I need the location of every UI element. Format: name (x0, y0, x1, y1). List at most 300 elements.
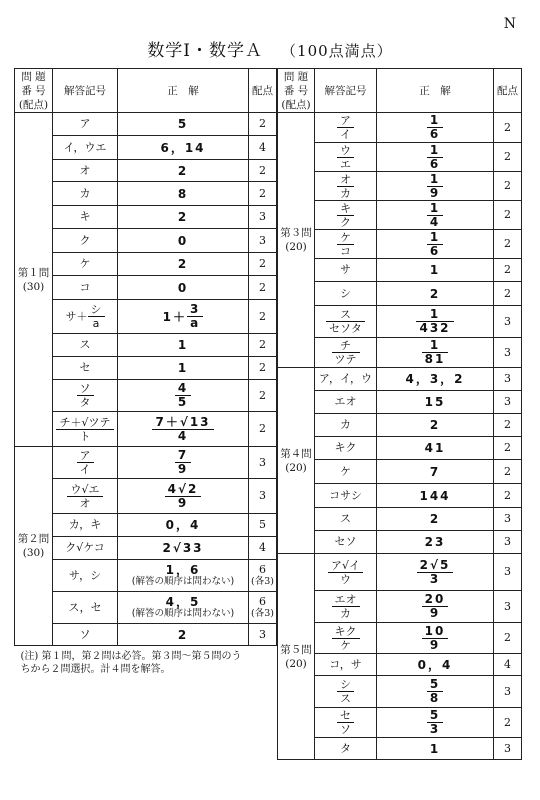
points-value: 2 (504, 464, 511, 478)
correct-answer-fraction (175, 382, 191, 409)
correct-answer-text: 2 (429, 512, 441, 526)
points-value: 5 (259, 518, 266, 531)
correct-answer-cell (377, 708, 494, 738)
points-cell (494, 554, 522, 591)
points-cell (494, 508, 522, 531)
points-cell (249, 412, 277, 447)
answer-symbol-fraction (337, 231, 354, 258)
correct-answer-text: 2 (177, 210, 189, 224)
answer-symbol-fraction-denominator: エ (340, 157, 351, 171)
answer-symbol-fraction (337, 202, 354, 229)
answer-symbol-cell (315, 654, 377, 676)
points-cell (494, 437, 522, 460)
table-row (15, 447, 277, 479)
answer-symbol-fraction (88, 303, 105, 330)
correct-answer-cell (118, 514, 249, 537)
points-value: 2 (259, 361, 266, 374)
points-value: 2 (504, 237, 511, 250)
table-row (278, 259, 522, 282)
answer-symbol-cell (53, 357, 118, 380)
header-question-line3: (配点) (281, 98, 311, 111)
points-cell (249, 113, 277, 136)
points-value: 2 (504, 631, 511, 644)
answer-symbol-cell (53, 206, 118, 229)
correct-answer-fraction (165, 483, 202, 510)
table-row (278, 531, 522, 554)
answer-symbol-cell (315, 460, 377, 484)
correct-answer-text: 0，4 (417, 657, 453, 672)
points-cell (249, 160, 277, 182)
correct-answer-cell (118, 537, 249, 560)
answer-symbol-cell (315, 437, 377, 460)
correct-answer-cell (118, 560, 249, 592)
points-cell (249, 182, 277, 206)
answer-symbol-cell (53, 276, 118, 300)
answer-symbol-cell (315, 282, 377, 306)
correct-answer-fraction (422, 593, 449, 620)
answer-symbol-text: コ (79, 280, 91, 294)
points-value: 2 (259, 309, 266, 323)
points-cell (249, 380, 277, 412)
points-cell (249, 560, 277, 592)
correct-answer-text: 0 (177, 233, 189, 248)
answer-symbol-cell (53, 514, 118, 537)
correct-answer-fraction-denominator: 3 (429, 722, 441, 736)
answer-symbol-fraction-numerator: ア√イ (328, 559, 363, 573)
correct-answer-fraction-numerator: 10 (422, 625, 449, 639)
answer-symbol-text: ケ (79, 257, 91, 270)
correct-answer-fraction-denominator: 4 (429, 214, 441, 229)
points-cell (494, 654, 522, 676)
correct-answer-cell (118, 229, 249, 253)
answer-symbol-fraction-numerator: ウ (337, 144, 354, 158)
correct-answer-cell (377, 201, 494, 230)
correct-answer-cell (118, 113, 249, 136)
table-row (278, 460, 522, 484)
title-text: 数学Ⅰ・数学Ａ (147, 41, 264, 61)
answer-symbol-cell (53, 537, 118, 560)
points-cell (494, 531, 522, 554)
correct-answer-fraction-denominator: a (190, 316, 201, 330)
answer-symbol-fraction-numerator: ア (77, 449, 94, 463)
table-row (15, 206, 277, 229)
table-row (15, 253, 277, 276)
correct-answer-cell (377, 259, 494, 282)
correct-answer-cell (377, 113, 494, 143)
answer-symbol-text: キク (334, 441, 357, 454)
answer-symbol-text: ク (79, 233, 91, 247)
correct-answer-fraction-denominator: 9 (177, 462, 189, 476)
header-points: 配点 (249, 69, 277, 113)
answer-symbol-fraction (337, 678, 354, 705)
table-row (15, 229, 277, 253)
correct-answer-cell (377, 591, 494, 623)
correct-answer-cell (118, 206, 249, 229)
points-value: 3 (504, 684, 511, 698)
correct-answer-cell (377, 437, 494, 460)
answer-symbol-text: サ (340, 263, 351, 276)
points-value: 4 (259, 541, 266, 554)
table-row (278, 391, 522, 414)
correct-answer-cell (377, 172, 494, 201)
answer-symbol-cell (315, 230, 377, 259)
table-row (278, 414, 522, 437)
points-value: 3 (259, 455, 266, 469)
correct-answer-fraction-denominator: 9 (429, 185, 441, 200)
points-value: 3 (504, 512, 511, 525)
points-value: 6 (259, 594, 266, 608)
table-row (15, 380, 277, 412)
table-row (15, 560, 277, 592)
points-cell (494, 306, 522, 338)
answer-symbol-fraction-numerator: キク (332, 625, 360, 639)
correct-answer-fraction-numerator: 7＋√13 (152, 416, 213, 430)
correct-answer-fraction-numerator: 1 (427, 114, 443, 128)
correct-answer-text: 2 (177, 627, 189, 642)
answer-symbol-fraction-numerator: セ (337, 709, 354, 723)
answer-symbol-text: ス (79, 338, 91, 351)
points-cell (494, 282, 522, 306)
points-cell (494, 414, 522, 437)
correct-answer-cell (377, 414, 494, 437)
answer-symbol-fraction (332, 339, 360, 366)
answer-symbol-cell (315, 591, 377, 623)
correct-answer-text: 4，3，2 (405, 372, 465, 386)
answer-symbol-cell (315, 554, 377, 591)
answer-symbol-cell (53, 560, 118, 592)
answer-symbol-cell (315, 738, 377, 760)
answer-symbol-fraction-numerator: シ (337, 678, 354, 692)
answer-table-left (14, 68, 277, 680)
header-correct-answer: 正 解 (377, 69, 494, 113)
answer-symbol-fraction (337, 114, 354, 141)
question-name: 第１問 (17, 266, 50, 279)
answer-symbol-text: オ (79, 163, 91, 177)
answer-symbol-cell (53, 160, 118, 182)
header-question-number (278, 69, 315, 113)
answer-symbol-cell (315, 113, 377, 143)
table-row (278, 484, 522, 508)
question-score: (30) (22, 547, 45, 559)
correct-answer-cell (118, 357, 249, 380)
points-value: 3 (504, 345, 511, 359)
note-row (15, 646, 277, 681)
header-row (278, 69, 522, 113)
answer-symbol-fraction (332, 593, 360, 620)
table-row (15, 182, 277, 206)
page-title (0, 36, 540, 61)
points-cell (494, 738, 522, 760)
points-note: (各3) (251, 575, 274, 587)
answer-symbol-fraction-numerator: シ (88, 303, 105, 317)
correct-answer-fraction (175, 449, 191, 476)
points-cell (494, 259, 522, 282)
answer-symbol-fraction-denominator: ク (340, 215, 351, 229)
points-value: 4 (504, 657, 511, 671)
answer-symbol-cell (315, 306, 377, 338)
correct-answer-text: 2 (429, 286, 441, 301)
points-cell (249, 479, 277, 514)
table-row (278, 306, 522, 338)
points-value: 2 (259, 163, 266, 177)
points-value: 2 (504, 715, 511, 729)
answer-symbol-cell (53, 380, 118, 412)
points-value: 2 (259, 186, 266, 200)
answer-symbol-cell (315, 368, 377, 391)
answer-symbol-text: エオ (334, 395, 357, 408)
correct-answer-fraction (427, 114, 443, 141)
header-row (15, 69, 277, 113)
correct-answer-fraction (187, 303, 203, 330)
answer-symbol-fraction-denominator: a (92, 317, 100, 330)
table-row (278, 554, 522, 591)
points-cell (494, 201, 522, 230)
answer-symbol-cell (315, 391, 377, 414)
answer-symbol-fraction-denominator: タ (79, 396, 91, 409)
answer-symbol-cell (53, 113, 118, 136)
answer-symbol-cell (315, 201, 377, 230)
answer-symbol-fraction-denominator: イ (340, 128, 351, 141)
correct-answer-cell (118, 300, 249, 334)
answer-symbol-fraction-denominator: コ (340, 244, 351, 258)
points-value: 3 (259, 210, 266, 223)
correct-answer-cell (118, 624, 249, 646)
answer-symbol-fraction-numerator: オ (337, 173, 354, 187)
answer-symbol-text: キ (79, 210, 91, 223)
note-line-1: (注) 第１問，第２問は必答。第３問～第５問のう (20, 651, 242, 662)
correct-answer-cell (377, 676, 494, 708)
points-value: 2 (504, 418, 511, 431)
correct-answer-fraction-numerator: 5 (427, 678, 443, 692)
answer-symbol-cell (315, 143, 377, 172)
answer-symbol-fraction (56, 416, 113, 443)
correct-answer-fraction-numerator: 2√5 (417, 559, 454, 573)
answer-symbol-cell (315, 508, 377, 531)
header-question-line2: 番 号 (21, 84, 46, 97)
answer-symbol-fraction-denominator: ツテ (334, 353, 357, 366)
answer-symbol-fraction (337, 173, 354, 200)
correct-answer-fraction-numerator: 5 (427, 709, 443, 723)
answer-symbol-cell (315, 338, 377, 368)
answer-symbol-text: セソ (334, 535, 357, 548)
question-label (15, 113, 53, 447)
correct-answer-cell (377, 531, 494, 554)
points-value: 3 (504, 535, 511, 548)
correct-answer-text: 2 (429, 418, 441, 432)
table-row (15, 357, 277, 380)
correct-answer-fraction-denominator: 6 (429, 243, 441, 258)
answer-note: (解答の順序は問わない) (131, 575, 235, 587)
points-cell (249, 592, 277, 624)
answer-symbol-cell (315, 676, 377, 708)
question-label (15, 447, 53, 646)
table-row (278, 654, 522, 676)
table-row (278, 230, 522, 259)
correct-answer-cell (118, 136, 249, 160)
points-value: 6 (259, 562, 266, 576)
correct-answer-fraction (427, 173, 443, 200)
correct-answer-cell (377, 306, 494, 338)
points-value: 3 (504, 314, 511, 328)
correct-answer-text: 1，6 (165, 562, 201, 577)
points-value: 3 (259, 233, 266, 247)
points-value: 3 (504, 599, 511, 613)
header-question-line2: 番 号 (283, 84, 309, 97)
answer-symbol-fraction-denominator: カ (340, 607, 351, 620)
correct-answer-text: 1 (429, 741, 441, 756)
table-row (15, 276, 277, 300)
answer-symbol-fraction (328, 559, 363, 586)
answer-symbol-text: タ (340, 741, 351, 755)
correct-answer-cell (118, 334, 249, 357)
header-question-line1: 問 題 (283, 70, 309, 83)
points-cell (249, 334, 277, 357)
points-value: 2 (259, 422, 266, 435)
answer-symbol-fraction-numerator: チ (332, 339, 360, 353)
table-row (278, 708, 522, 738)
table-row (15, 624, 277, 646)
points-value: 2 (504, 286, 511, 300)
answer-symbol-text: ス，セ (68, 600, 102, 614)
correct-answer-fraction (427, 202, 443, 229)
answer-symbol-cell (53, 592, 118, 624)
points-value: 2 (259, 388, 266, 402)
points-value: 2 (504, 150, 511, 163)
correct-answer-fraction-denominator: 8 (429, 691, 441, 705)
correct-answer-fraction (416, 308, 453, 335)
points-cell (249, 206, 277, 229)
correct-answer-cell (377, 368, 494, 391)
correct-answer-fraction (427, 678, 443, 705)
correct-answer-cell (118, 253, 249, 276)
correct-answer-text: 41 (424, 441, 446, 455)
points-value: 2 (504, 179, 511, 192)
correct-answer-text: 0 (177, 280, 189, 295)
answer-symbol-fraction-denominator: カ (340, 186, 351, 200)
answer-symbol-fraction (332, 625, 360, 652)
correct-answer-fraction-denominator: 6 (429, 127, 441, 141)
points-cell (249, 229, 277, 253)
answer-symbol-fraction (67, 483, 102, 510)
answer-symbol-cell (315, 708, 377, 738)
table-row (15, 300, 277, 334)
correct-answer-text: 23 (424, 535, 446, 549)
correct-answer-fraction-numerator: 1 (427, 231, 443, 245)
answer-symbol-fraction-numerator: ア (337, 114, 354, 128)
correct-answer-cell (377, 230, 494, 259)
answer-symbol-cell (53, 447, 118, 479)
answer-symbol-text: コ，サ (329, 657, 362, 671)
correct-answer-cell (118, 380, 249, 412)
answer-symbol-fraction-numerator: ス (326, 308, 365, 322)
correct-answer-text: 1 (177, 361, 189, 375)
question-label (278, 113, 315, 368)
points-cell (494, 708, 522, 738)
answer-symbol-text: シ (340, 286, 351, 300)
answer-symbol-fraction (326, 308, 365, 335)
answer-symbol-cell (53, 624, 118, 646)
answer-symbol-fraction (77, 382, 94, 409)
table-row (278, 591, 522, 623)
correct-answer-fraction-numerator: 4√2 (165, 483, 202, 497)
table-row (278, 172, 522, 201)
correct-answer-text: 15 (424, 395, 446, 409)
question-name: 第５問 (280, 643, 312, 656)
answer-symbol-text: ソ (79, 627, 91, 641)
answer-note: (解答の順序は問わない) (131, 607, 235, 619)
answer-symbol-fraction-denominator: ト (79, 429, 91, 443)
header-question-number (15, 69, 53, 113)
points-cell (249, 253, 277, 276)
answer-symbol-fraction (337, 144, 354, 171)
answer-symbol-text: カ，キ (68, 518, 102, 531)
header-question-line3: (配点) (18, 98, 49, 111)
points-value: 2 (504, 208, 511, 221)
points-cell (494, 484, 522, 508)
table-row (15, 592, 277, 624)
answer-symbol-text: ア，イ，ウ (318, 372, 373, 385)
header-points: 配点 (494, 69, 522, 113)
correct-answer-text: 8 (177, 186, 189, 201)
correct-answer-fraction-numerator: 1 (427, 173, 443, 187)
table-row (278, 676, 522, 708)
correct-answer-cell (377, 623, 494, 654)
table-row (15, 479, 277, 514)
correct-answer-fraction-numerator: 7 (175, 449, 191, 463)
points-value: 2 (259, 280, 266, 294)
correct-answer-fraction (152, 416, 213, 443)
question-label (278, 554, 315, 760)
correct-answer-cell (377, 654, 494, 676)
answer-symbol-cell (53, 300, 118, 334)
points-cell (249, 624, 277, 646)
question-name: 第２問 (17, 533, 50, 545)
correct-answer-text: 4，5 (165, 594, 201, 609)
correct-answer-cell (118, 160, 249, 182)
correct-answer-fraction (422, 625, 449, 652)
correct-answer-fraction-denominator: 9 (429, 637, 441, 652)
answer-symbol-text: ク√ケコ (65, 541, 105, 554)
points-value: 3 (504, 565, 511, 578)
answer-symbol-fraction-denominator: オ (79, 496, 91, 510)
answer-symbol-text: ケ (340, 464, 351, 478)
question-score: (30) (22, 280, 45, 293)
correct-answer-fraction-denominator: 3 (429, 571, 441, 586)
points-cell (494, 338, 522, 368)
correct-answer-text: 144 (419, 488, 451, 503)
answer-symbol-text: サ，シ (68, 568, 102, 582)
answer-symbol-fraction-numerator: キ (337, 202, 354, 216)
correct-answer-fraction-numerator: 3 (187, 303, 203, 317)
table-row (278, 143, 522, 172)
points-cell (494, 460, 522, 484)
answer-symbol-prefix: サ＋ (65, 309, 88, 323)
correct-answer-cell (118, 412, 249, 447)
correct-answer-fraction-denominator: 4 (177, 428, 189, 443)
points-value: 2 (504, 441, 511, 454)
answer-symbol-text: ア (79, 117, 91, 130)
correct-answer-cell (377, 484, 494, 508)
answer-symbol-cell (53, 479, 118, 514)
correct-answer-text: 1 (177, 338, 189, 352)
correct-answer-cell (377, 282, 494, 306)
correct-answer-fraction-numerator: 1 (427, 144, 443, 158)
answer-symbol-text: ス (340, 512, 351, 525)
points-value: 3 (504, 395, 511, 408)
correct-answer-cell (118, 447, 249, 479)
answer-symbol-fraction-denominator: ソ (340, 723, 351, 736)
correct-answer-fraction (427, 231, 443, 258)
